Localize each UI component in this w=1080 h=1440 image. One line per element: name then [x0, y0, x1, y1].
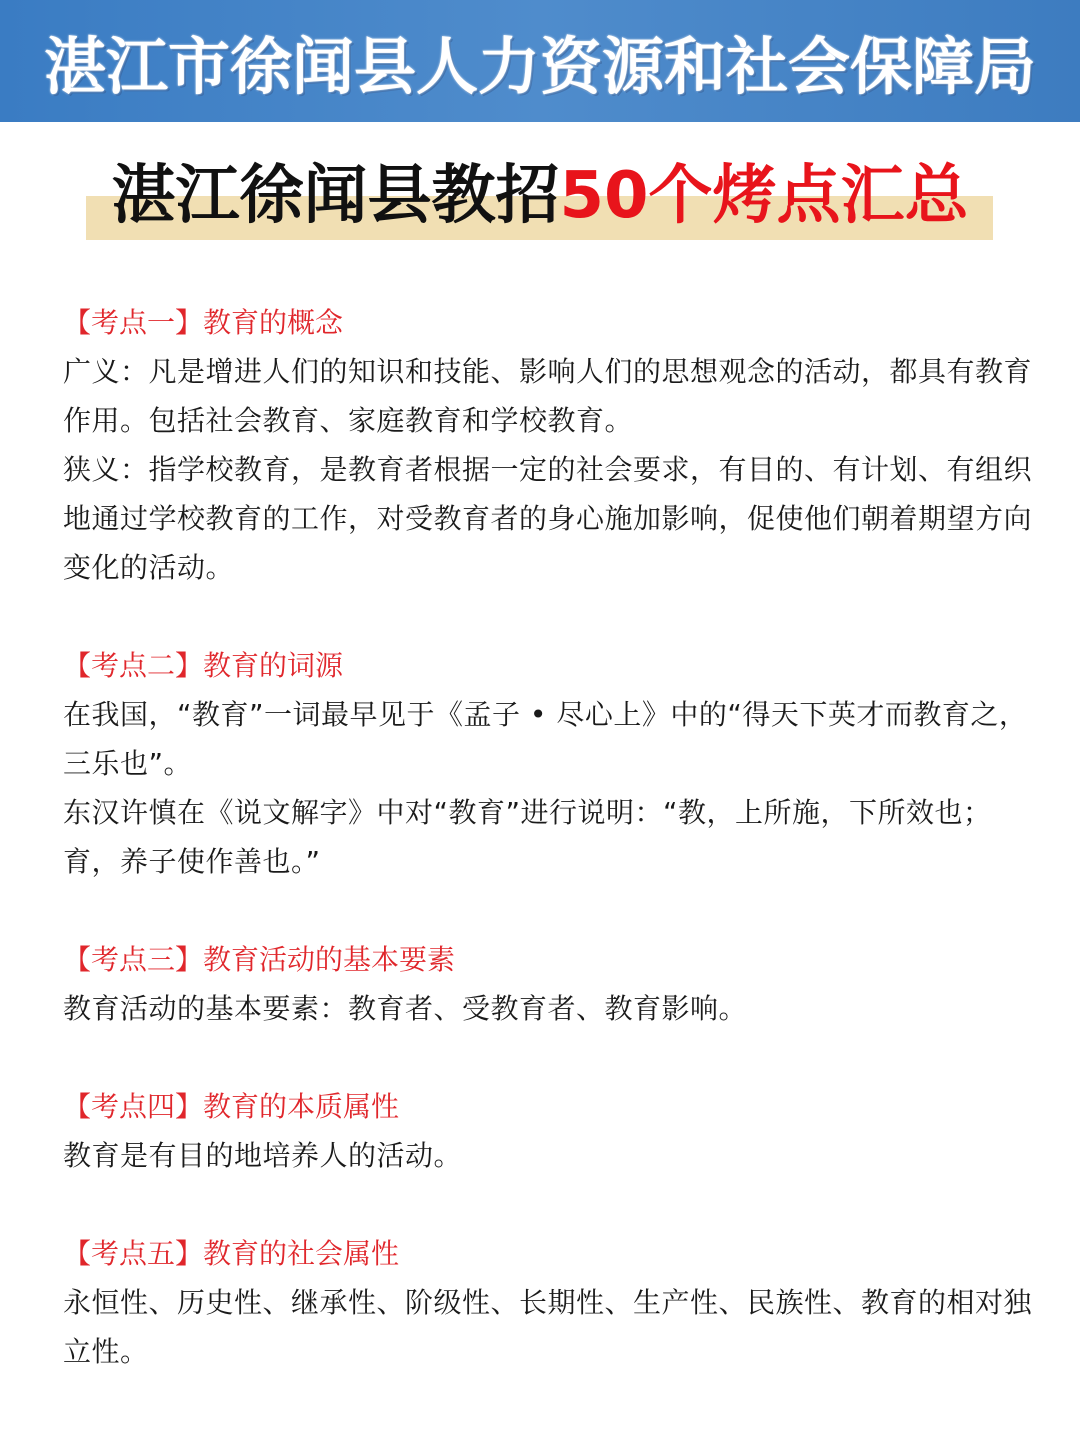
section-heading: 【考点四】教育的本质属性	[63, 1090, 400, 1123]
section-3	[63, 935, 1033, 1033]
title-block	[0, 150, 1080, 250]
section-paragraph: 教育是有目的地培养人的活动。	[63, 1139, 463, 1172]
section-paragraph: 广义：凡是增进人们的知识和技能、影响人们的思想观念的活动，都具有教育作用。包括社会教育、家庭教育和学校教育。	[63, 355, 1033, 437]
section-4	[63, 1082, 1033, 1180]
header-banner	[0, 0, 1080, 122]
page-title-red: 50个烤点汇总	[559, 159, 969, 233]
banner-title: 湛江市徐闻县人力资源和社会保障局	[43, 29, 1036, 103]
page-title-black: 湛江徐闻县教招	[111, 159, 560, 233]
section-heading: 【考点五】教育的社会属性	[63, 1237, 400, 1270]
section-paragraph: 东汉许慎在《说文解字》中对“教育”进行说明：“教，上所施，下所效也；育，养子使作善也。”	[63, 796, 992, 878]
section-2	[63, 641, 1033, 886]
section-heading: 【考点三】教育活动的基本要素	[63, 943, 456, 976]
section-5	[63, 1229, 1033, 1376]
section-paragraph: 教育活动的基本要素：教育者、受教育者、教育影响。	[63, 992, 748, 1025]
section-1	[63, 298, 1033, 592]
page-title	[0, 156, 1080, 236]
section-heading: 【考点一】教育的概念	[63, 306, 344, 339]
section-paragraph: 永恒性、历史性、继承性、阶级性、长期性、生产性、民族性、教育的相对独立性。	[63, 1286, 1033, 1368]
section-heading: 【考点二】教育的词源	[63, 649, 344, 682]
content-area	[63, 298, 1033, 1376]
section-paragraph: 在我国，“教育”一词最早见于《孟子 • 尽心上》中的“得天下英才而教育之， 三乐也”。	[63, 698, 1028, 780]
section-paragraph: 狭义：指学校教育，是教育者根据一定的社会要求，有目的、有计划、有组织地通过学校教育的工作，对受教育者的身心施加影响，促使他们朝着期望方向变化的活动。	[63, 453, 1033, 584]
